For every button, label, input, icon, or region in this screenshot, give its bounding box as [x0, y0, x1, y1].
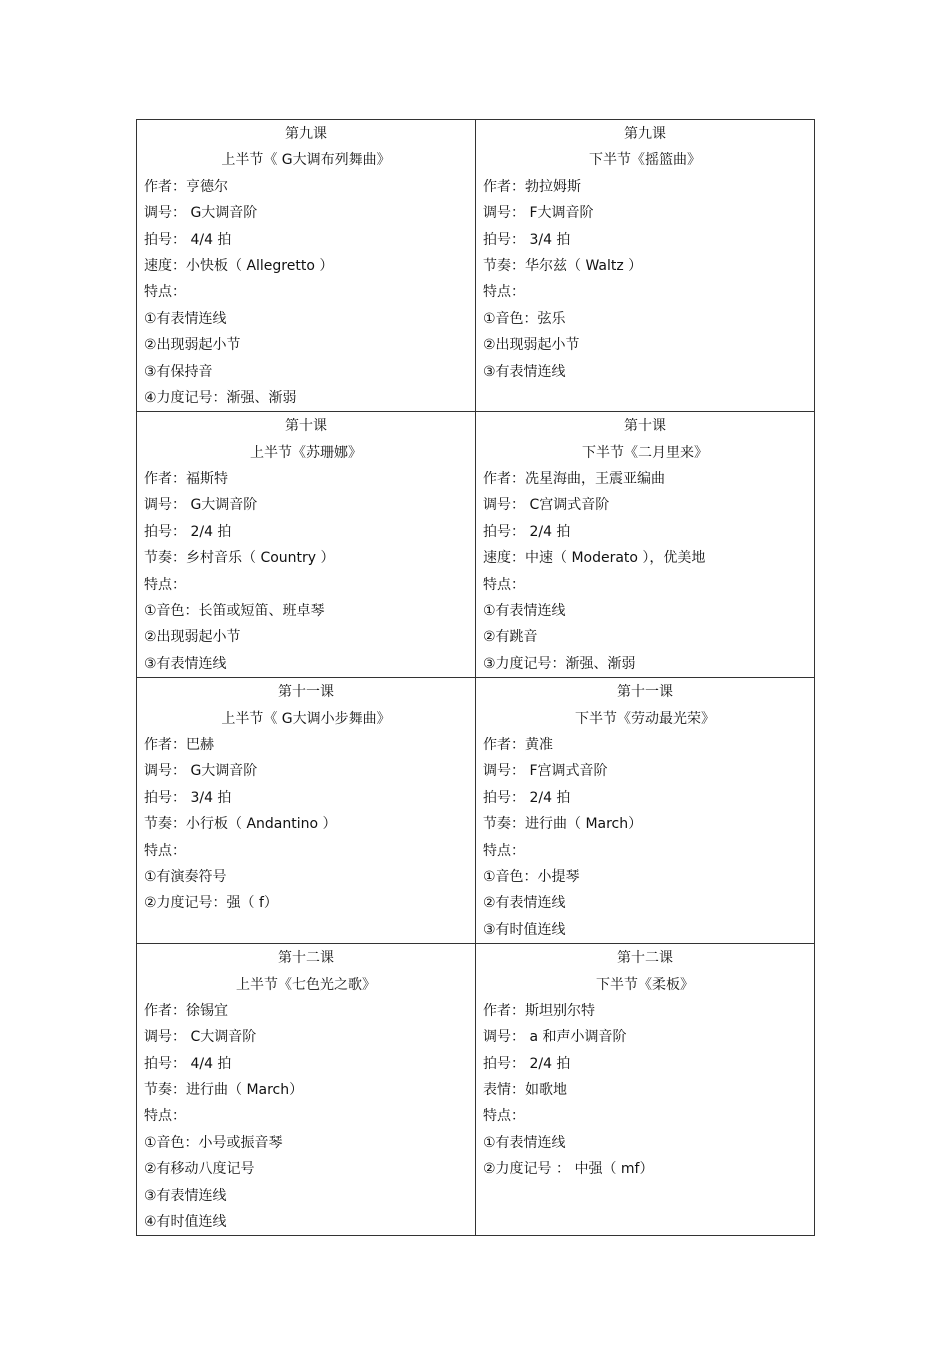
- info-line: ④力度记号：渐强、渐弱: [144, 389, 297, 406]
- info-line: 拍号： 3/4 拍: [483, 231, 571, 248]
- info-line: 作者：福斯特: [144, 471, 228, 488]
- lesson-title: 第十二课: [278, 950, 334, 967]
- info-line: 特点：: [144, 576, 186, 593]
- info-line: 拍号： 2/4 拍: [483, 523, 571, 540]
- info-line: 调号： C大调音阶: [144, 1029, 257, 1046]
- info-line: 拍号： 2/4 拍: [483, 789, 571, 806]
- lesson-cell-10-upper: [137, 412, 476, 678]
- info-line: 调号： G大调音阶: [144, 497, 258, 514]
- info-line: ①音色：长笛或短笛、班卓琴: [144, 603, 325, 620]
- info-line: ②有跳音: [483, 629, 538, 646]
- info-line: 拍号： 2/4 拍: [144, 523, 232, 540]
- lesson-cell-9-lower: [476, 120, 815, 412]
- info-line: ②出现弱起小节: [483, 337, 580, 354]
- info-line: ①音色：小号或振音琴: [144, 1134, 283, 1151]
- info-line: 特点：: [483, 284, 525, 301]
- lesson-cell-12-upper: [137, 944, 476, 1236]
- info-line: 速度：小快板（ Allegretto ）: [144, 257, 334, 274]
- lesson-title: 第十课: [285, 418, 327, 435]
- info-line: 作者：冼星海曲，王震亚编曲: [483, 471, 665, 488]
- info-line: 作者：巴赫: [144, 736, 214, 753]
- info-line: 作者：亨德尔: [144, 178, 228, 195]
- lesson-table: [136, 119, 815, 1236]
- info-line: ①音色：弦乐: [483, 310, 566, 327]
- lesson-cell-9-upper: [137, 120, 476, 412]
- section-subtitle: 上半节《 G大调小步舞曲》: [221, 710, 391, 727]
- section-subtitle: 下半节《二月里来》: [582, 444, 708, 461]
- section-subtitle: 下半节《摇篮曲》: [589, 152, 701, 169]
- info-line: ①有表情连线: [483, 603, 566, 620]
- section-subtitle: 下半节《柔板》: [596, 976, 694, 993]
- info-line: ①音色：小提琴: [483, 868, 580, 885]
- section-subtitle: 上半节《苏珊娜》: [250, 444, 362, 461]
- info-line: 作者：斯坦别尔特: [483, 1002, 595, 1019]
- lesson-cell-11-upper: [137, 678, 476, 944]
- info-line: 节奏：进行曲（ March）: [144, 1082, 304, 1099]
- info-line: 调号： a 和声小调音阶: [483, 1029, 627, 1046]
- table-row: [137, 944, 815, 1236]
- info-line: 作者：徐锡宜: [144, 1002, 228, 1019]
- info-line: 特点：: [144, 842, 186, 859]
- info-line: 调号： F宫调式音阶: [483, 763, 608, 780]
- info-line: ②有表情连线: [483, 895, 566, 912]
- info-line: ③有时值连线: [483, 921, 566, 938]
- section-subtitle: 上半节《七色光之歌》: [236, 976, 376, 993]
- lesson-cell-10-lower: [476, 412, 815, 678]
- lesson-cell-11-lower: [476, 678, 815, 944]
- info-line: 调号： F大调音阶: [483, 205, 594, 222]
- info-line: ①有演奏符号: [144, 868, 227, 885]
- lesson-title: 第十二课: [617, 950, 673, 967]
- info-line: 节奏：小行板（ Andantino ）: [144, 816, 337, 833]
- info-line: 特点：: [144, 284, 186, 301]
- info-line: 拍号： 4/4 拍: [144, 1055, 232, 1072]
- info-line: 特点：: [144, 1108, 186, 1125]
- table-row: [137, 678, 815, 944]
- lesson-title: 第十课: [624, 418, 666, 435]
- section-subtitle: 下半节《劳动最光荣》: [575, 710, 715, 727]
- info-line: 表情：如歌地: [483, 1082, 567, 1099]
- info-line: 拍号： 4/4 拍: [144, 231, 232, 248]
- info-line: ②力度记号 ： 中强（ mf）: [483, 1161, 654, 1178]
- info-line: ②出现弱起小节: [144, 337, 241, 354]
- info-line: 节奏：乡村音乐（ Country ）: [144, 550, 335, 567]
- info-line: 特点：: [483, 576, 525, 593]
- lesson-title: 第九课: [285, 126, 327, 142]
- info-line: ②力度记号：强（ f）: [144, 895, 278, 912]
- info-line: 作者：勃拉姆斯: [483, 178, 581, 195]
- lesson-title: 第十一课: [617, 684, 673, 701]
- info-line: 拍号： 3/4 拍: [144, 789, 232, 806]
- lesson-cell-12-lower: [476, 944, 815, 1236]
- table-row: [137, 120, 815, 412]
- info-line: 拍号： 2/4 拍: [483, 1055, 571, 1072]
- info-line: 特点：: [483, 1108, 525, 1125]
- info-line: 速度：中速（ Moderato ），优美地: [483, 550, 706, 567]
- info-line: ③有表情连线: [483, 363, 566, 380]
- info-line: ②有移动八度记号: [144, 1161, 255, 1178]
- info-line: 调号： C宫调式音阶: [483, 497, 610, 514]
- table-row: [137, 412, 815, 678]
- info-line: ②出现弱起小节: [144, 629, 241, 646]
- info-line: ①有表情连线: [144, 310, 227, 327]
- info-line: 特点：: [483, 842, 525, 859]
- info-line: 作者：黄准: [483, 736, 553, 753]
- info-line: 节奏：进行曲（ March）: [483, 816, 643, 833]
- lesson-title: 第十一课: [278, 684, 334, 701]
- info-line: 调号： G大调音阶: [144, 205, 258, 222]
- info-line: 调号： G大调音阶: [144, 763, 258, 780]
- info-line: ①有表情连线: [483, 1134, 566, 1151]
- info-line: ③有表情连线: [144, 655, 227, 672]
- info-line: ③有表情连线: [144, 1187, 227, 1204]
- info-line: 节奏：华尔兹（ Waltz ）: [483, 257, 643, 274]
- lesson-title: 第九课: [624, 126, 666, 142]
- info-line: ③力度记号：渐强、渐弱: [483, 655, 636, 672]
- info-line: ④有时值连线: [144, 1214, 227, 1231]
- section-subtitle: 上半节《 G大调布列舞曲》: [221, 152, 391, 169]
- info-line: ③有保持音: [144, 363, 213, 380]
